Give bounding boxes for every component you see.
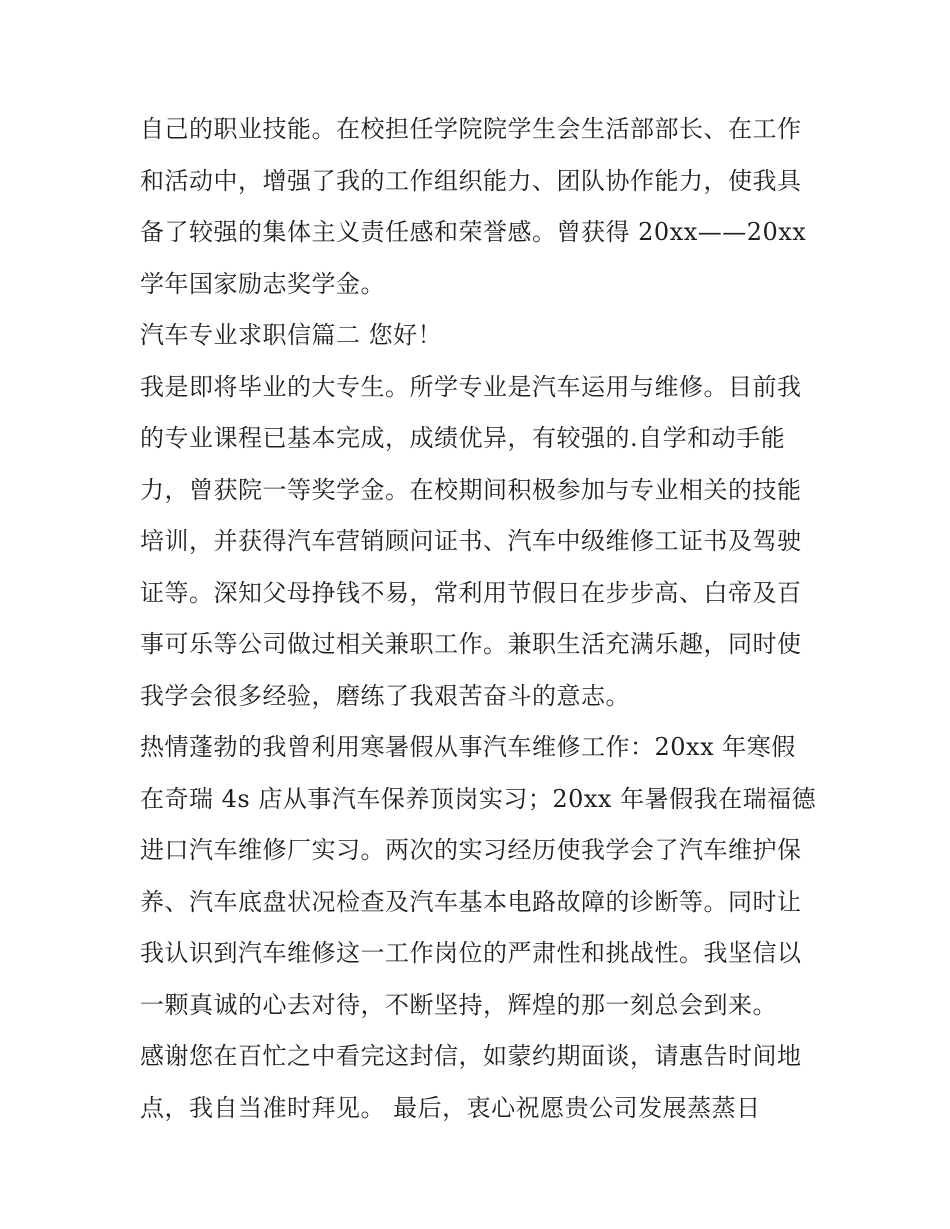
text-line: 事可乐等公司做过相关兼职工作。兼职生活充满乐趣，同时使 — [140, 630, 802, 658]
text-line: 点，我自当准时拜见。 最后，衷心祝愿贵公司发展蒸蒸日 — [140, 1093, 761, 1122]
text-line: 备了较强的集体主义责任感和荣誉感。曾获得 20xx——20xx — [140, 218, 807, 246]
text-line: 进口汽车维修厂实习。两次的实习经历使我学会了汽车维护保 — [140, 836, 802, 864]
text-line: 培训，并获得汽车营销顾问证书、汽车中级维修工证书及驾驶 — [140, 527, 802, 555]
text-line: 我认识到汽车维修这一工作岗位的严肃性和挑战性。我坚信以 — [140, 939, 802, 967]
text-line: 和活动中，增强了我的工作组织能力、团队协作能力，使我具 — [140, 166, 802, 195]
text-line: 在奇瑞 4s 店从事汽车保养顶岗实习；20xx 年暑假我在瑞福德 — [140, 784, 817, 813]
text-line: 养、汽车底盘状况检查及汽车基本电路故障的诊断等。同时让 — [140, 887, 802, 916]
text-line: 一颗真诚的心去对待，不断坚持，辉煌的那一刻总会到来。 — [140, 990, 777, 1019]
text-line: 我学会很多经验，磨练了我艰苦奋斗的意志。 — [140, 681, 630, 710]
text-line: 力，曾获院一等奖学金。在校期间积极参加与专业相关的技能 — [140, 475, 802, 504]
text-line: 的专业课程已基本完成，成绩优异，有较强的.自学和动手能 — [140, 424, 786, 452]
text-line: 学年国家励志奖学金。 — [140, 269, 385, 298]
text-line: 感谢您在百忙之中看完这封信，如蒙约期面谈，请惠告时间地 — [140, 1042, 802, 1070]
text-line: 我是即将毕业的大专生。所学专业是汽车运用与维修。目前我 — [140, 372, 802, 401]
text-line: 热情蓬勃的我曾利用寒暑假从事汽车维修工作：20xx 年寒假 — [140, 733, 796, 761]
text-line: 自己的职业技能。在校担任学院院学生会生活部部长、在工作 — [140, 115, 802, 143]
section-heading-line: 汽车专业求职信篇二 您好！ — [140, 321, 443, 349]
text-line: 证等。深知父母挣钱不易，常利用节假日在步步高、白帝及百 — [140, 578, 802, 607]
letter-body — [140, 104, 820, 1134]
